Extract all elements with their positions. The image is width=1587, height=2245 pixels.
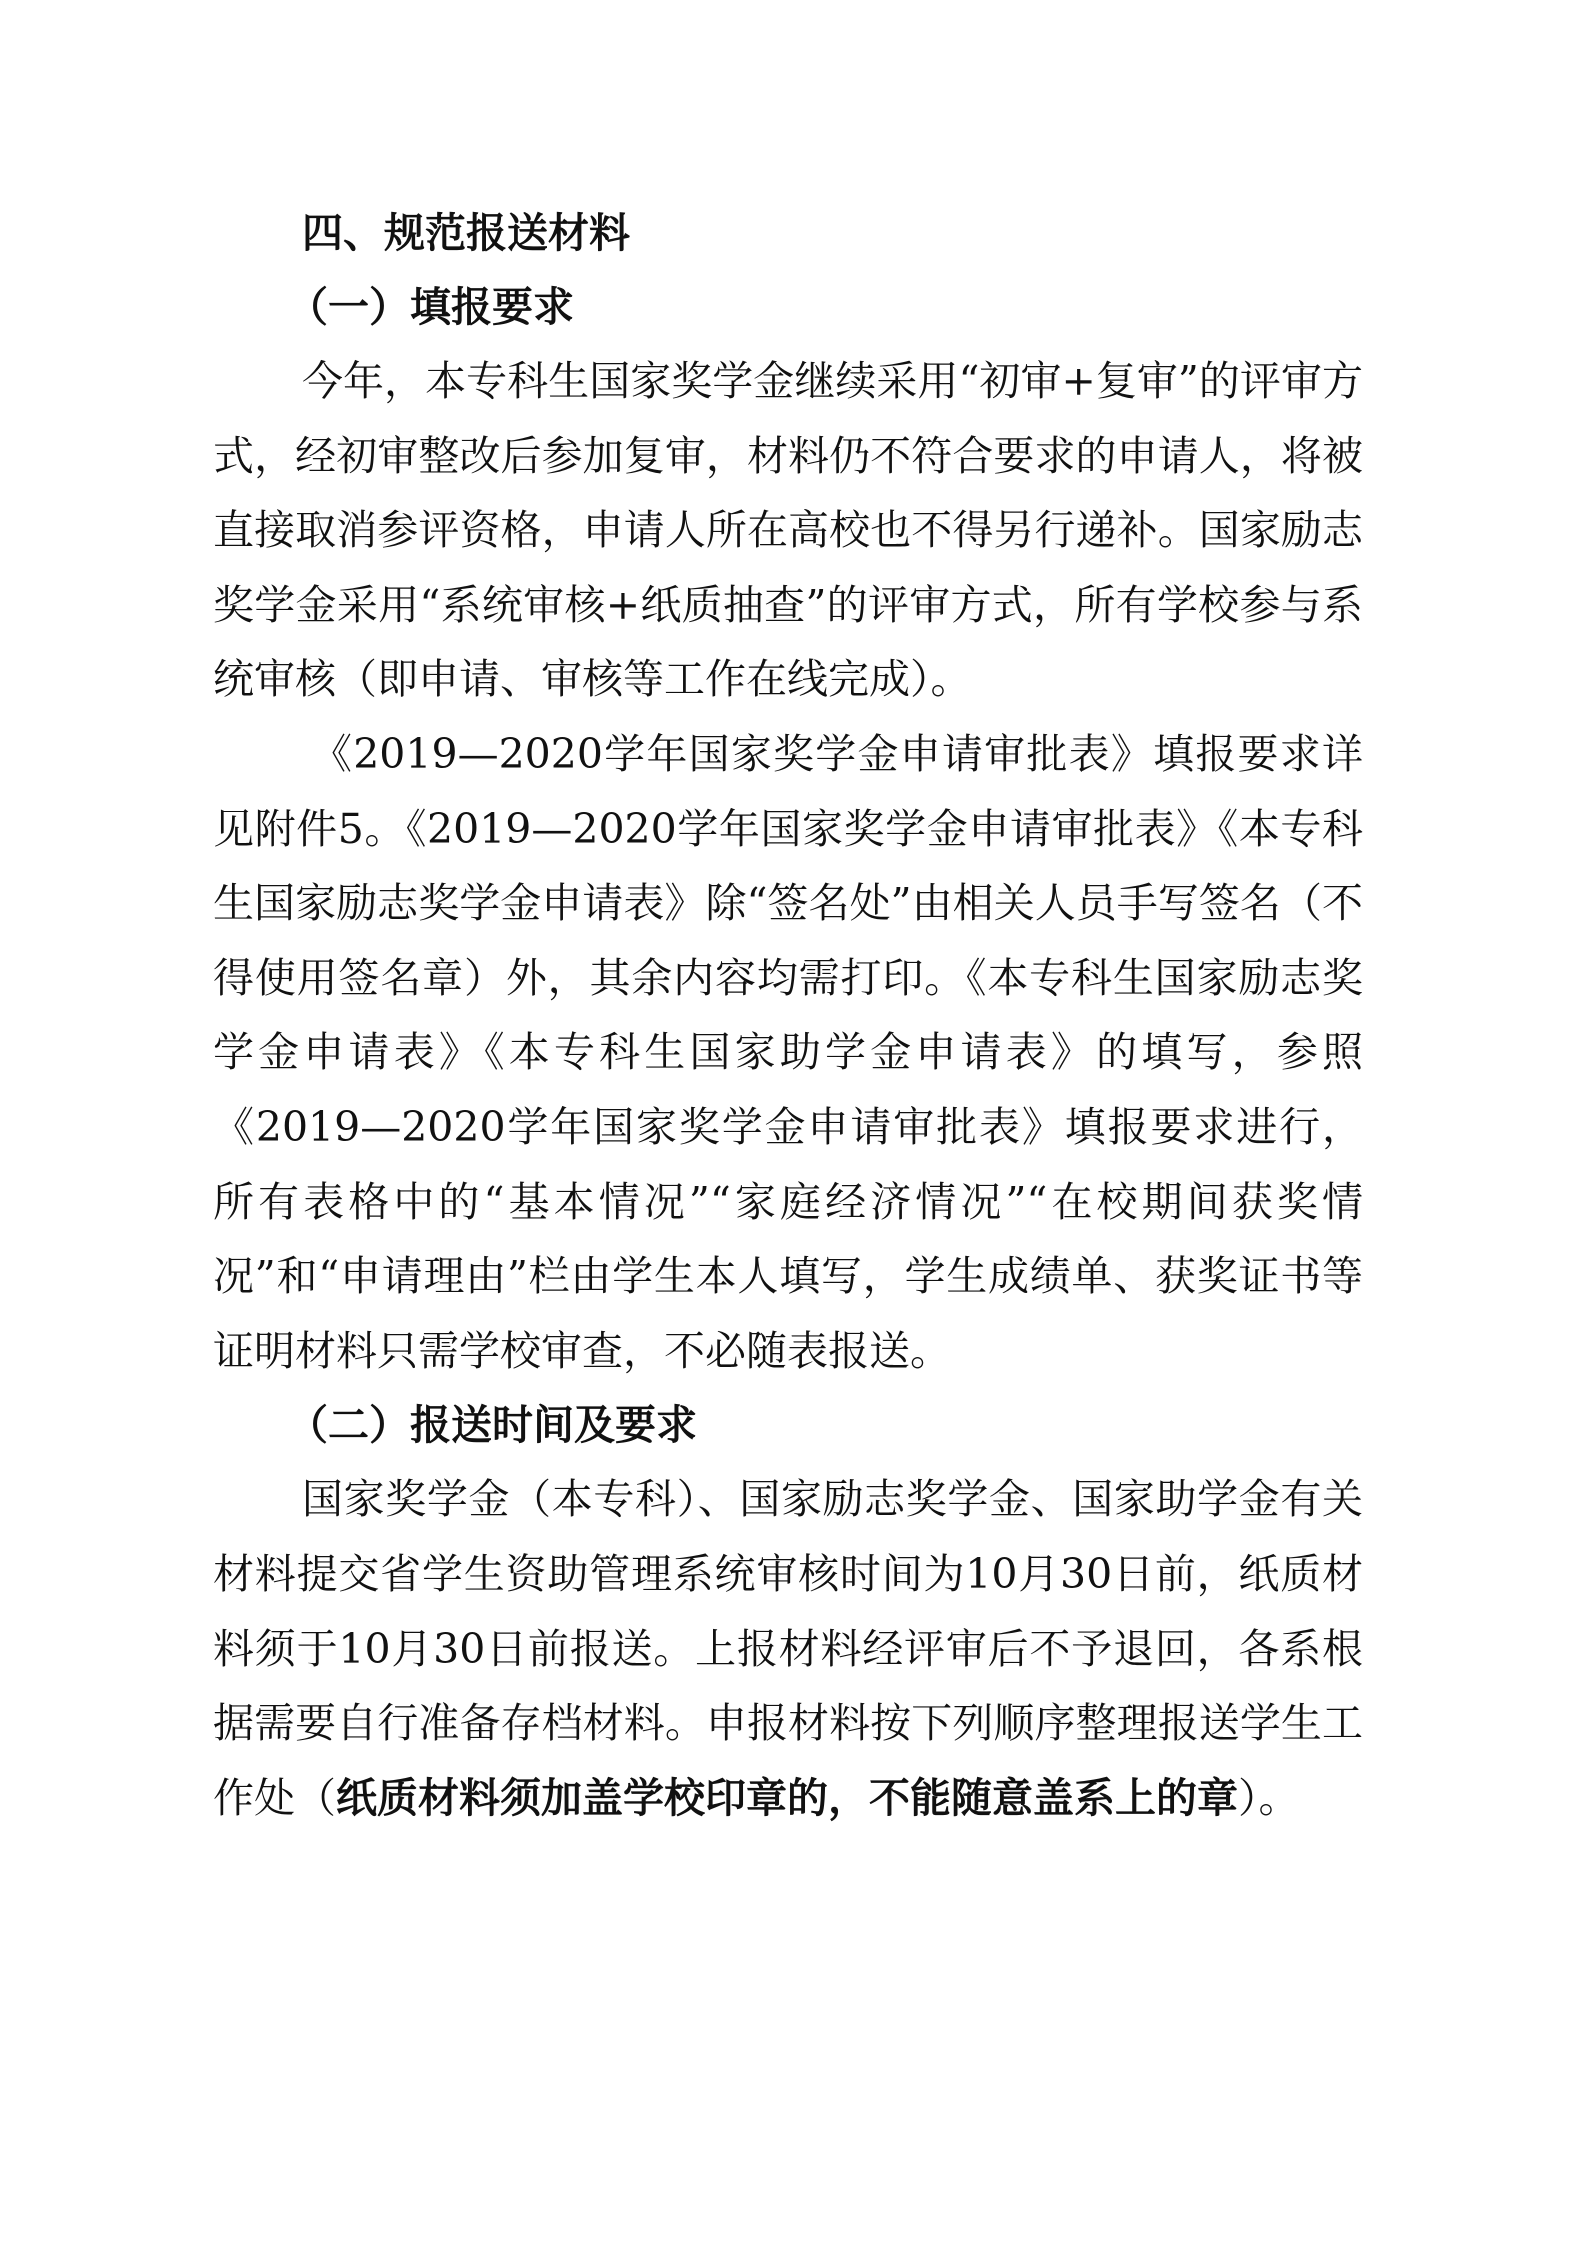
paragraph-3-text: 国家奖学金（本专科）、国家励志奖学金、国家助学金有关材料提交省学生资助管理系统审核时间为10月30日前，纸质材料须于10月30日前报送。上报材料经评审后不予退回，各系根据需要自行准备存档材料。申报材料按下列顺序整理报送学生工作处（: [213, 1475, 1363, 1822]
section-title: 四、规范报送材料: [302, 209, 630, 257]
subsection-title-1: （一）填报要求: [287, 283, 574, 331]
document-body: [213, 196, 1363, 1835]
paragraph-1: 今年，本专科生国家奖学金继续采用“初审+复审”的评审方式，经初审整改后参加复审，材料仍不符合要求的申请人，将被直接取消参评资格，申请人所在高校也不得另行递补。国家励志奖学金采用“系统审核+纸质抽查”的评审方式，所有学校参与系统审核（即申请、审核等工作在线完成）。: [213, 357, 1363, 704]
subsection-title-2: （二）报送时间及要求: [287, 1401, 697, 1450]
paragraph-3-bold-note: 纸质材料须加盖学校印章的，不能随意盖系上的章: [336, 1773, 1238, 1822]
paragraph-3-end: ）。: [1238, 1773, 1300, 1822]
paragraph-2: 《2019—2020学年国家奖学金申请审批表》填报要求详见附件5。《2019—2020学年国家奖学金申请审批表》《本专科生国家励志奖学金申请表》除“签名处”由相关人员手写签名（不得使用签名章）外，其余内容均需打印。《本专科生国家励志奖学金申请表》《本专科生国家助学金申请表》的填写，参照《2019—2020学年国家奖学金申请审批表》填报要求进行，所有表格中的“基本情况”“家庭经济情况”“在校期间获奖情况”和“申请理由”栏由学生本人填写，学生成绩单、获奖证书等证明材料只需学校审查，不必随表报送。: [213, 729, 1363, 1375]
paragraph-3: [213, 1462, 1363, 1835]
